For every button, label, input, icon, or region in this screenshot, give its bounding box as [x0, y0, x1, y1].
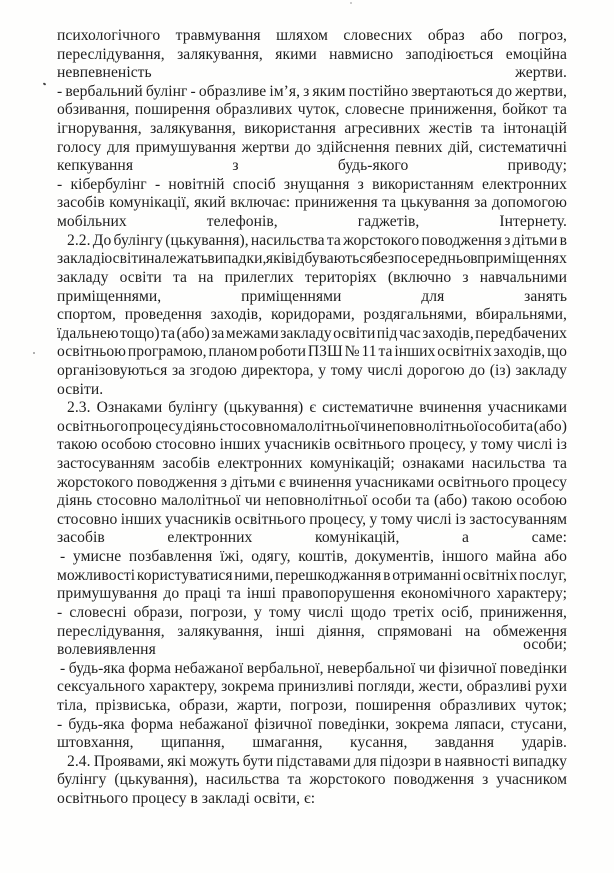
text-line: голосу для примушування жертви до здійснення певних дій, систематичні — [57, 138, 567, 156]
text-line-left: волевиявлення — [57, 641, 156, 659]
text-line: штовхання, щипання, шмагання, кусання, завдання ударів. — [57, 734, 567, 752]
text-line: кепкування з будь-якого приводу; — [57, 157, 567, 175]
text-line: освітнього процесу діянь стосовно малолітньої чи неповнолітньої особи та (або) — [57, 417, 567, 435]
text-line: спортом, проведення заходів, коридорами, роздягальнями, вбиральнями, — [57, 306, 567, 324]
text-line: засобів комунікації, який включає: приниження та цькування за допомогою — [57, 194, 567, 212]
text-line — [57, 636, 567, 660]
text-line: жорстокого поводження з дітьми є вчинення учасниками освітнього процесу — [57, 473, 567, 491]
text-line: тіла, прізвиська, образи, жарти, погрози, поширення образливих чуток; — [57, 696, 567, 714]
scan-speck — [33, 352, 35, 354]
text-line: обзивання, поширення образливих чуток, словесне приниження, бойкот та — [57, 101, 567, 119]
text-line: - будь-яка форма небажаної вербальної, невербальної чи фізичної поведінки — [60, 659, 567, 677]
document-body — [57, 27, 567, 809]
text-line: ігнорування, залякування, використання агресивних жестів та інтонацій — [57, 120, 567, 138]
text-line: 2.4. Проявами, які можуть бути підставами для підозри в наявності випадку — [67, 752, 567, 770]
text-line: переслідування, залякування, якими навмисно заподіюється емоційна — [57, 45, 567, 63]
text-line: - умисне позбавлення їжі, одягу, коштів, документів, іншого майна або — [60, 548, 567, 566]
text-line: сексуального характеру, зокрема принизливі погляди, жести, образливі рухи — [57, 678, 567, 696]
text-line: мобільних телефонів, гаджетів, Інтернету. — [57, 213, 567, 231]
text-line: освіти. — [57, 380, 104, 398]
scan-speck — [350, 2, 352, 4]
text-line: переслідування, залякування, інші діяння, спрямовані на обмеження — [57, 622, 567, 640]
text-line: приміщеннями, приміщеннями для занять — [57, 287, 567, 305]
text-line: булінгу (цькування), насильства та жорстокого поводження з учасником — [57, 771, 567, 789]
text-line: стосовно інших учасників освітнього процесу, у тому числі із застосуванням — [57, 510, 567, 528]
text-line-right: жертви. — [515, 64, 567, 82]
text-line: можливості користуватися ними, перешкоджання в отриманні освітніх послуг, — [57, 566, 567, 584]
text-line: - будь-яка форма небажаної фізичної поведінки, зокрема ляпаси, стусани, — [57, 715, 567, 733]
text-line: такою особою стосовно інших учасників освітнього процесу, у тому числі із — [57, 436, 567, 454]
text-line: примушування до праці та інші правопорушення економічного характеру; — [57, 585, 567, 603]
text-line: закладі освіти належать випадки, які відбуваються безпосередньо в приміщеннях — [57, 250, 567, 268]
text-line: психологічного травмування шляхом словесних образ або погроз, — [57, 27, 567, 44]
text-line — [57, 64, 567, 83]
text-line: - словесні образи, погрози, у тому числі щодо третіх осіб, приниження, — [57, 603, 567, 621]
text-line: 2.2. До булінгу (цькування), насильства та жорстокого поводження з дітьми в — [67, 231, 567, 249]
text-line: 2.3. Ознаками булінгу (цькування) є систематичне вчинення учасниками — [67, 399, 567, 417]
text-line: їдальнею тощо) та (або) за межами закладу освіти під час заходів, передбачених — [57, 324, 567, 342]
text-line: засобів електронних комунікацій, а саме: — [57, 529, 567, 547]
text-line: закладу освіти та на прилеглих територіях (включно з навчальними — [57, 268, 567, 286]
text-line: - кібербулінг - новітній спосіб знущання з використанням електронних — [57, 175, 567, 193]
text-line-left: невпевненість — [57, 64, 152, 82]
text-line-right: особи; — [523, 636, 567, 654]
text-line: діянь стосовно малолітньої чи неповнолітньої особи та (або) такою особою — [57, 492, 567, 510]
scan-speck — [43, 82, 47, 85]
text-line: організовуються за згодою директора, у тому числі дорогою до (із) закладу — [57, 361, 567, 379]
text-line: освітньою програмою, планом роботи ПЗШ № 11 та інших освітніх заходів, що — [57, 343, 567, 361]
text-line: - вербальний булінг - образливе ім’я, з яким постійно звертаються до жертви, — [57, 82, 567, 100]
text-line: освітнього процесу в закладі освіти, є: — [57, 789, 316, 807]
text-line: застосуванням засобів електронних комунікацій; ознаками насильства та — [57, 455, 567, 473]
